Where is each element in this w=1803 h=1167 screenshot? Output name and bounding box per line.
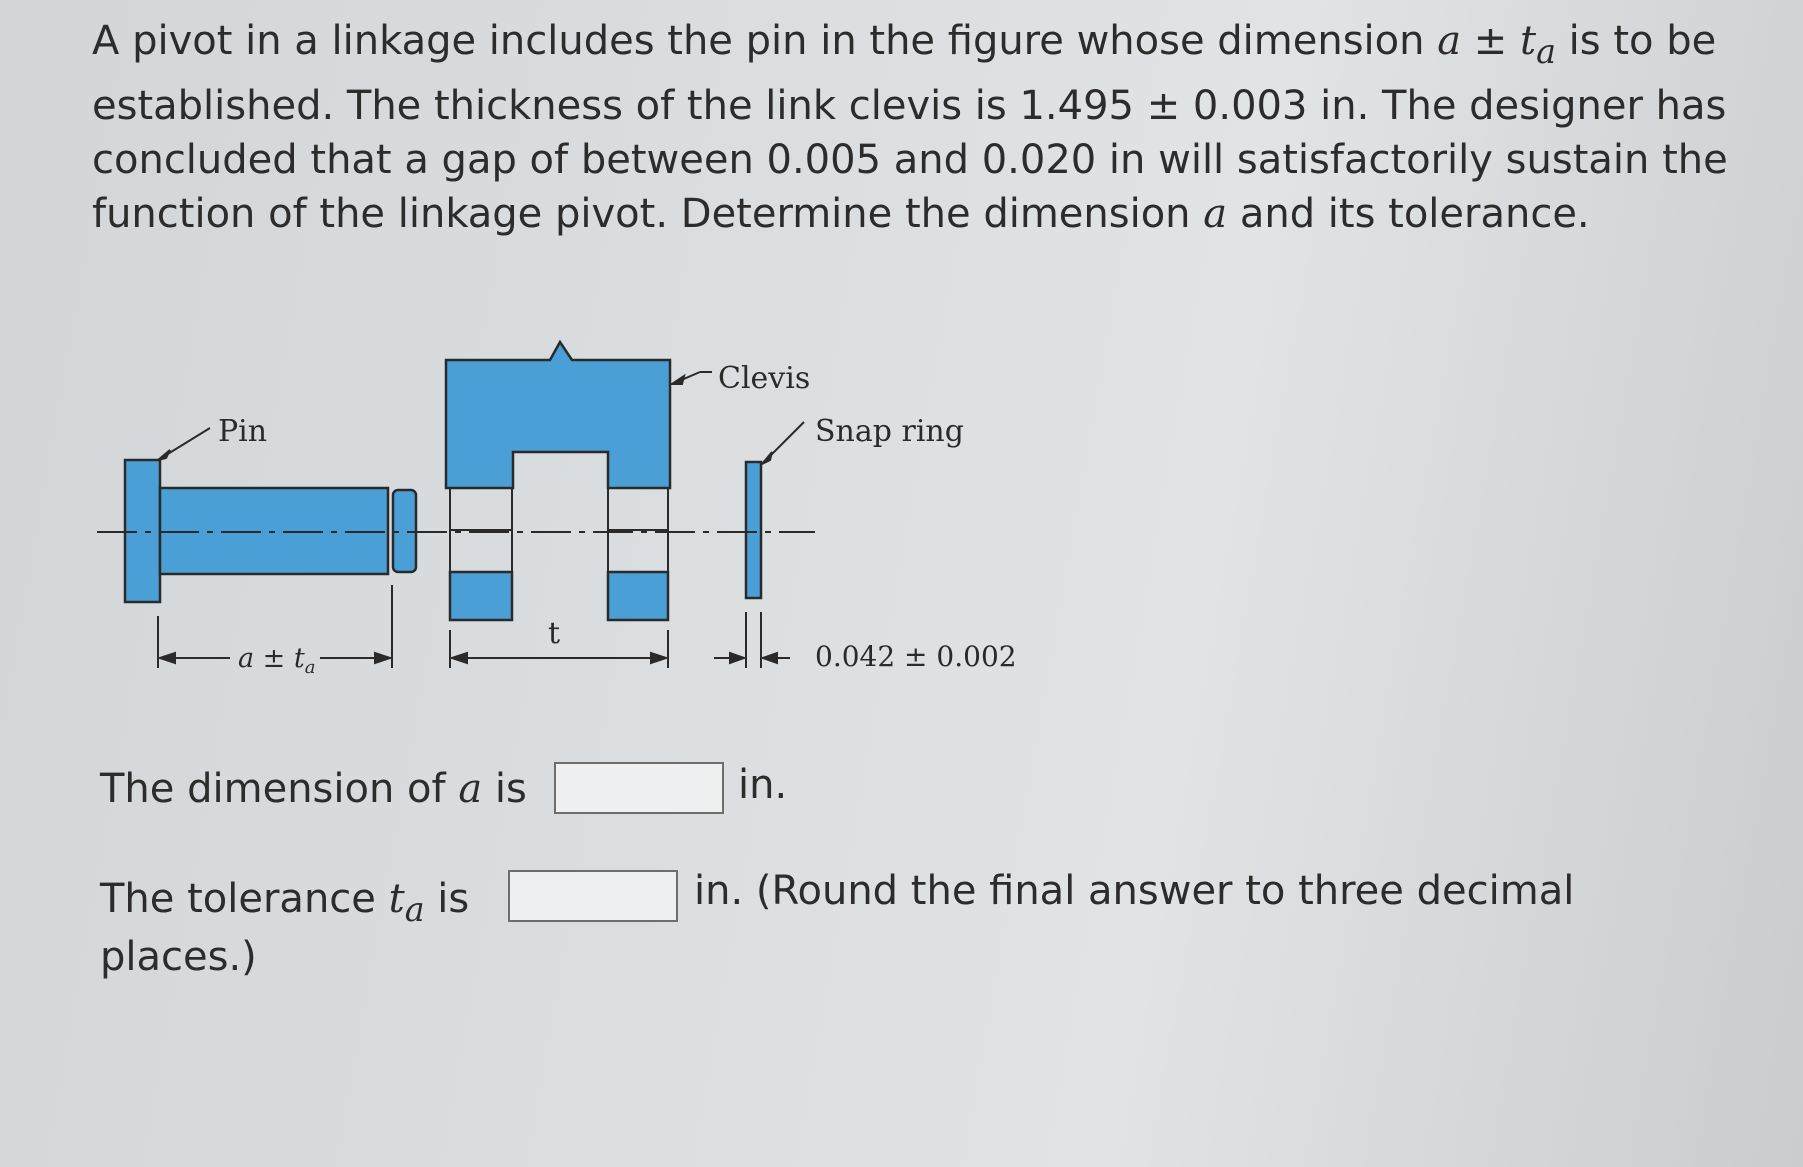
dimension-question bbox=[100, 762, 527, 816]
pin-end bbox=[393, 490, 416, 572]
dim-a-label: $a \pm t_a$ bbox=[238, 643, 316, 678]
tolerance-mid: is bbox=[424, 876, 470, 922]
dimension-prefix: The dimension of bbox=[100, 766, 459, 812]
tolerance-note-continued: places.) bbox=[100, 934, 257, 980]
tolerance-answer-input[interactable] bbox=[508, 870, 678, 922]
pin-label: Pin bbox=[218, 414, 268, 449]
pin-shaft bbox=[160, 488, 388, 574]
clevis-lower-left bbox=[450, 572, 512, 620]
var-a: a bbox=[1437, 18, 1462, 64]
dim-t-label: t bbox=[548, 616, 561, 651]
var-ta-subscript: a bbox=[1536, 32, 1556, 71]
clevis-lower-right bbox=[608, 572, 668, 620]
problem-text-2: is to be established. The thickness of the link clevis is 1.495 ± 0.003 in. The designer has concluded that a gap of between 0.005 and 0.020 in will satisfactorily sustain the function of the linkage pivot. Determine the dimension bbox=[92, 18, 1728, 237]
tolerance-prefix: The tolerance bbox=[100, 876, 389, 922]
var-a-2: a bbox=[1203, 191, 1228, 237]
snap-ring-label: Snap ring bbox=[815, 414, 964, 449]
problem-text-1: A pivot in a linkage includes the pin in the figure whose dimension bbox=[92, 18, 1438, 64]
problem-statement bbox=[92, 14, 1732, 241]
dimension-unit: in. bbox=[738, 762, 788, 808]
clevis-label: Clevis bbox=[718, 361, 811, 396]
problem-text-3: and its tolerance. bbox=[1227, 191, 1590, 237]
snap-ring bbox=[746, 462, 761, 598]
dim-snap-label: 0.042 ± 0.002 bbox=[815, 640, 1017, 673]
dimension-var: a bbox=[458, 766, 483, 812]
dimension-answer-input[interactable] bbox=[554, 762, 724, 814]
clevis-body bbox=[446, 342, 670, 488]
var-ta: t bbox=[1520, 18, 1537, 64]
pin-head bbox=[125, 460, 160, 602]
tolerance-question bbox=[100, 872, 469, 937]
tolerance-var: t bbox=[388, 876, 405, 922]
plus-minus: ± bbox=[1461, 18, 1521, 64]
tolerance-var-sub: a bbox=[404, 890, 425, 929]
dimension-mid: is bbox=[482, 766, 527, 812]
tolerance-unit-note: in. (Round the final answer to three decimal bbox=[694, 868, 1575, 914]
